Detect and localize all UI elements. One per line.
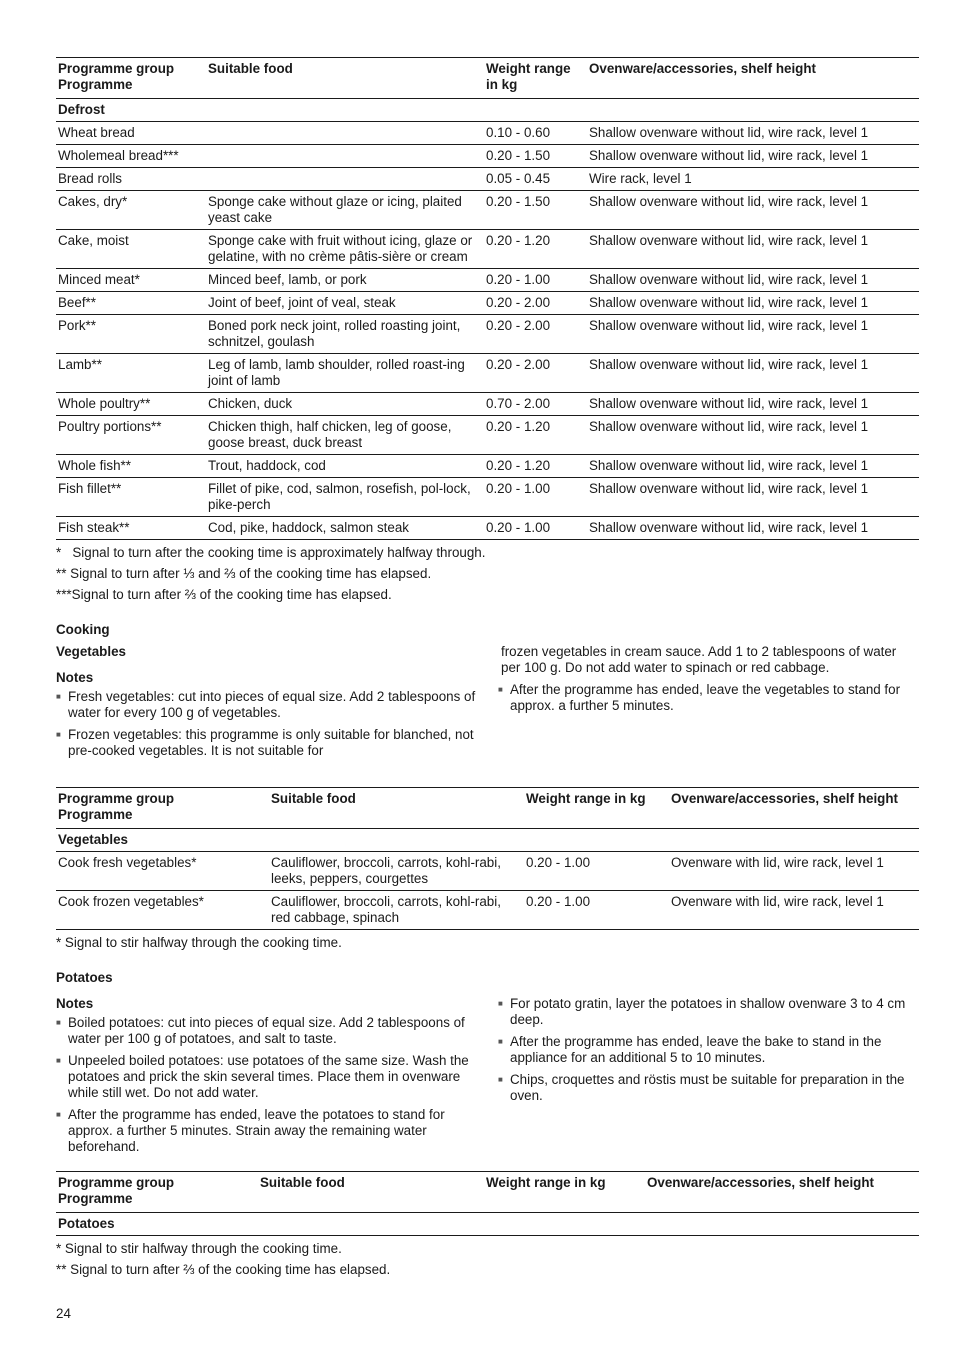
cell-programme: Cake, moist: [56, 230, 206, 269]
cell-weight: 0.20 - 2.00: [484, 315, 587, 354]
cell-ware: Shallow ovenware without lid, wire rack, level 1: [587, 145, 919, 168]
cell-programme: Wheat bread: [56, 122, 206, 145]
table-row: [56, 891, 919, 930]
list-item: ■ Fresh vegetables: cut into pieces of equal size. Add 2 tablespoons of water for every 100 g of vegetables.: [56, 689, 486, 721]
cell-ware: Shallow ovenware without lid, wire rack, level 1: [587, 517, 919, 540]
header-programme: Programme group Programme: [58, 791, 175, 822]
cell-weight: 0.20 - 1.50: [484, 191, 587, 230]
cell-food: [206, 168, 484, 191]
list-item: ■ Chips, croquettes and röstis must be suitable for preparation in the oven.: [498, 1072, 919, 1104]
cell-food: Chicken thigh, half chicken, leg of goose, goose breast, duck breast: [206, 416, 484, 455]
page-number: 24: [56, 1306, 71, 1321]
cell-weight: 0.10 - 0.60: [484, 122, 587, 145]
cell-food: Sponge cake without glaze or icing, plaited yeast cake: [206, 191, 484, 230]
header-ware: Ovenware/accessories, shelf height: [647, 1175, 875, 1190]
list-item: ■ Boiled potatoes: cut into pieces of equal size. Add 2 tablespoons of water per 100 g of potatoes, and salt to taste.: [56, 1015, 486, 1047]
section-heading-cooking: Cooking: [56, 622, 110, 637]
table-row: [56, 122, 919, 145]
cell-weight: 0.70 - 2.00: [484, 393, 587, 416]
header-weight: Weight range in kg: [486, 61, 571, 92]
group-row: [56, 99, 919, 122]
group-label: Potatoes: [56, 1213, 919, 1236]
cell-food: Cauliflower, broccoli, carrots, kohl-rabi, red cabbage, spinach: [269, 891, 524, 930]
cell-programme: Cakes, dry*: [56, 191, 206, 230]
list-item: ■ After the programme has ended, leave the bake to stand in the appliance for an additional 5 to 10 minutes.: [498, 1034, 919, 1066]
cell-ware: Ovenware with lid, wire rack, level 1: [669, 891, 919, 930]
header-weight: Weight range in kg: [526, 791, 646, 806]
cell-weight: 0.20 - 2.00: [484, 354, 587, 393]
subheading-vegetables: Vegetables: [56, 644, 126, 659]
cell-programme: Cook fresh vegetables*: [56, 852, 269, 891]
cell-food: Leg of lamb, lamb shoulder, rolled roast-ing joint of lamb: [206, 354, 484, 393]
vegetables-table: [56, 787, 919, 930]
cell-food: Trout, haddock, cod: [206, 455, 484, 478]
list-item: ■ After the programme has ended, leave the vegetables to stand for approx. a further 5 minutes.: [498, 682, 919, 714]
cell-weight: 0.20 - 1.00: [484, 517, 587, 540]
potatoes-table: [56, 1171, 919, 1236]
cell-programme: Lamb**: [56, 354, 206, 393]
cell-food: Joint of beef, joint of veal, steak: [206, 292, 484, 315]
cell-programme: Fish steak**: [56, 517, 206, 540]
group-row: [56, 1213, 919, 1236]
cell-programme: Minced meat*: [56, 269, 206, 292]
table-row: [56, 455, 919, 478]
footnote: ** Signal to turn after ⅔ of the cooking time has elapsed.: [56, 1262, 391, 1277]
cell-food: [206, 122, 484, 145]
cell-programme: Wholemeal bread***: [56, 145, 206, 168]
table-row: [56, 269, 919, 292]
cell-programme: Whole poultry**: [56, 393, 206, 416]
list-item: ■ For potato gratin, layer the potatoes in shallow ovenware 3 to 4 cm deep.: [498, 996, 919, 1028]
footnotes: [56, 932, 919, 953]
cell-ware: Shallow ovenware without lid, wire rack, level 1: [587, 354, 919, 393]
cell-programme: Bread rolls: [56, 168, 206, 191]
table-row: [56, 354, 919, 393]
table-row: [56, 478, 919, 517]
defrost-table: [56, 57, 919, 540]
header-food: Suitable food: [260, 1175, 345, 1190]
cell-weight: 0.20 - 2.00: [484, 292, 587, 315]
cell-ware: Wire rack, level 1: [587, 168, 919, 191]
cell-food: Cod, pike, haddock, salmon steak: [206, 517, 484, 540]
header-programme: Programme group Programme: [58, 61, 175, 92]
cell-food: Sponge cake with fruit without icing, glaze or gelatine, with no crème pâtis-sière or cream: [206, 230, 484, 269]
header-food: Suitable food: [208, 61, 293, 76]
header-ware: Ovenware/accessories, shelf height: [671, 791, 899, 806]
list-item: ■ After the programme has ended, leave the potatoes to stand for approx. a further 5 minutes. Strain away the remaining water beforehand.: [56, 1107, 486, 1155]
table-row: [56, 852, 919, 891]
cell-weight: 0.20 - 1.20: [484, 230, 587, 269]
table-row: [56, 292, 919, 315]
cell-ware: Shallow ovenware without lid, wire rack, level 1: [587, 455, 919, 478]
footnote: * Signal to stir halfway through the cooking time.: [56, 935, 342, 950]
list-item-continuation: frozen vegetables in cream sauce. Add 1 to 2 tablespoons of water per 100 g. Do not add water to spinach or red cabbage.: [501, 644, 897, 675]
table-row: [56, 168, 919, 191]
cell-food: Minced beef, lamb, or pork: [206, 269, 484, 292]
table-header-row: [56, 58, 919, 99]
page: [56, 57, 919, 1280]
cell-ware: Shallow ovenware without lid, wire rack, level 1: [587, 230, 919, 269]
cell-ware: Shallow ovenware without lid, wire rack, level 1: [587, 393, 919, 416]
cell-weight: 0.20 - 1.00: [484, 269, 587, 292]
cell-ware: Shallow ovenware without lid, wire rack, level 1: [587, 416, 919, 455]
footnote: * Signal to stir halfway through the cooking time.: [56, 1241, 342, 1256]
notes-heading: Notes: [56, 670, 94, 685]
cell-weight: 0.20 - 1.00: [484, 478, 587, 517]
notes-heading: Notes: [56, 996, 94, 1011]
cell-programme: Fish fillet**: [56, 478, 206, 517]
footnote: ***Signal to turn after ⅔ of the cooking time has elapsed.: [56, 587, 392, 602]
list-item: ■ Frozen vegetables: this programme is only suitable for blanched, not pre-cooked vegetables. It is not suitable for: [56, 727, 486, 759]
cell-weight: 0.20 - 1.50: [484, 145, 587, 168]
table-header-row: [56, 788, 919, 829]
cell-ware: Shallow ovenware without lid, wire rack, level 1: [587, 292, 919, 315]
cell-ware: Ovenware with lid, wire rack, level 1: [669, 852, 919, 891]
table-header-row: [56, 1172, 919, 1213]
footnotes: [56, 1238, 919, 1280]
table-row: [56, 416, 919, 455]
table-row: [56, 517, 919, 540]
cell-programme: Poultry portions**: [56, 416, 206, 455]
table-row: [56, 393, 919, 416]
group-label: Defrost: [56, 99, 919, 122]
cell-ware: Shallow ovenware without lid, wire rack, level 1: [587, 315, 919, 354]
group-row: [56, 829, 919, 852]
cell-ware: Shallow ovenware without lid, wire rack, level 1: [587, 478, 919, 517]
cell-ware: Shallow ovenware without lid, wire rack, level 1: [587, 122, 919, 145]
table-row: [56, 145, 919, 168]
cell-weight: 0.20 - 1.20: [484, 416, 587, 455]
footnote: * Signal to turn after the cooking time is approximately halfway through.: [56, 545, 486, 560]
group-label: Vegetables: [56, 829, 919, 852]
subheading-potatoes: Potatoes: [56, 970, 113, 985]
cell-programme: Whole fish**: [56, 455, 206, 478]
table-row: [56, 315, 919, 354]
footnote: ** Signal to turn after ⅓ and ⅔ of the cooking time has elapsed.: [56, 566, 432, 581]
table-row: [56, 191, 919, 230]
cell-weight: 0.20 - 1.00: [524, 891, 669, 930]
header-food: Suitable food: [271, 791, 356, 806]
cell-programme: Cook frozen vegetables*: [56, 891, 269, 930]
cell-weight: 0.20 - 1.20: [484, 455, 587, 478]
cell-weight: 0.05 - 0.45: [484, 168, 587, 191]
table-row: [56, 230, 919, 269]
cell-ware: Shallow ovenware without lid, wire rack, level 1: [587, 191, 919, 230]
list-item: ■ Unpeeled boiled potatoes: use potatoes of the same size. Wash the potatoes and prick the skin several times. Place them in ovenware while still wet. Do not add water.: [56, 1053, 486, 1101]
header-programme: Programme group Programme: [58, 1175, 175, 1206]
cell-ware: Shallow ovenware without lid, wire rack, level 1: [587, 269, 919, 292]
cell-programme: Pork**: [56, 315, 206, 354]
header-ware: Ovenware/accessories, shelf height: [589, 61, 817, 76]
footnotes: [56, 542, 919, 605]
cell-food: Boned pork neck joint, rolled roasting joint, schnitzel, goulash: [206, 315, 484, 354]
cell-food: Chicken, duck: [206, 393, 484, 416]
cell-programme: Beef**: [56, 292, 206, 315]
header-weight: Weight range in kg: [486, 1175, 606, 1190]
cell-food: [206, 145, 484, 168]
cell-food: Cauliflower, broccoli, carrots, kohl-rabi, leeks, peppers, courgettes: [269, 852, 524, 891]
cell-weight: 0.20 - 1.00: [524, 852, 669, 891]
cell-food: Fillet of pike, cod, salmon, rosefish, pol-lock, pike-perch: [206, 478, 484, 517]
